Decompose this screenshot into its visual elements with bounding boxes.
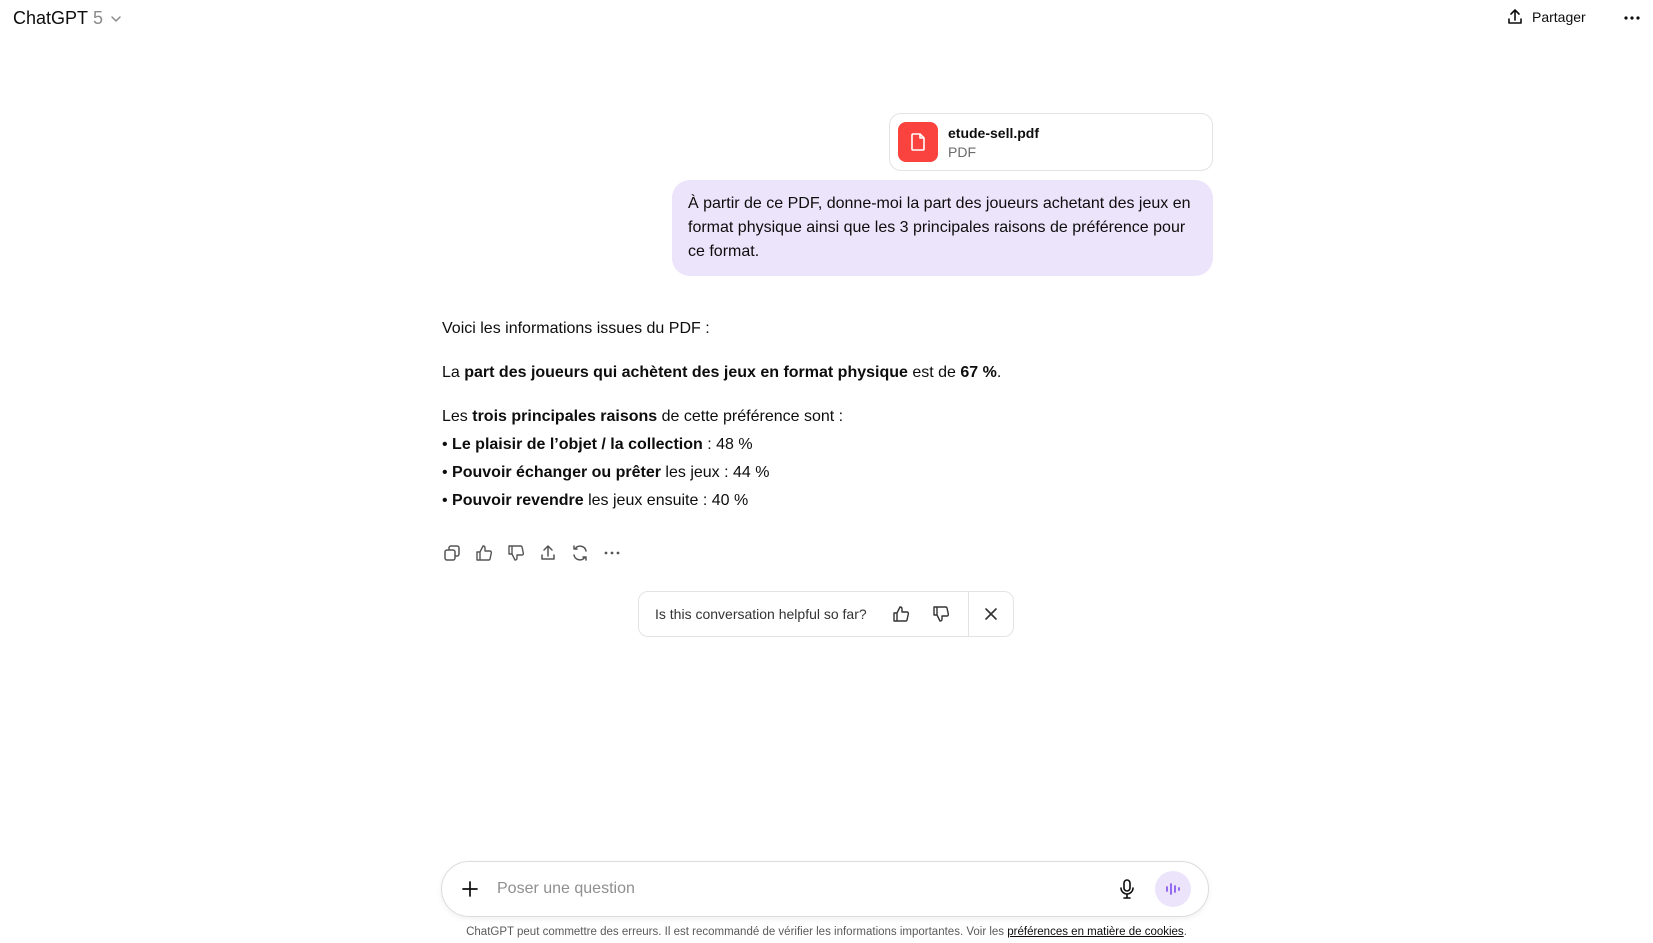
feedback-thumbs-down-button[interactable] xyxy=(921,592,961,636)
copy-icon xyxy=(443,544,461,562)
thumbs-up-icon xyxy=(892,605,910,623)
voice-waveform-icon xyxy=(1164,881,1182,897)
feedback-question: Is this conversation helpful so far? xyxy=(655,606,867,622)
attachment-filetype: PDF xyxy=(948,143,976,160)
voice-mode-button[interactable] xyxy=(1155,871,1191,907)
more-horizontal-icon xyxy=(1623,15,1641,21)
reasons-block xyxy=(442,403,1222,515)
thumbs-down-icon xyxy=(932,605,950,623)
copy-button[interactable] xyxy=(440,541,464,565)
attachment-card[interactable] xyxy=(889,113,1213,171)
dictation-button[interactable] xyxy=(1113,875,1141,903)
thumbs-up-button[interactable] xyxy=(472,541,496,565)
more-actions-button[interactable] xyxy=(600,541,624,565)
microphone-icon xyxy=(1119,879,1135,899)
document-icon xyxy=(898,122,938,162)
model-selector[interactable] xyxy=(13,8,122,29)
feedback-thumbs-up-button[interactable] xyxy=(881,592,921,636)
reasons-intro: Les trois principales raisons de cette préférence sont : xyxy=(442,408,844,425)
more-horizontal-icon xyxy=(604,551,620,555)
list-item: • Pouvoir échanger ou prêter les jeux : 44 % xyxy=(442,464,770,481)
thumbs-up-icon xyxy=(475,544,493,562)
share-icon xyxy=(1506,8,1524,26)
add-attachment-button[interactable] xyxy=(457,876,483,902)
assistant-message xyxy=(442,317,1222,515)
plus-icon xyxy=(462,881,478,897)
close-icon xyxy=(984,607,998,621)
chevron-down-icon xyxy=(110,13,122,25)
share-icon xyxy=(539,544,557,562)
thumbs-down-icon xyxy=(507,544,525,562)
assistant-share-line: La part des joueurs qui achètent des jeux en format physique est de 67 %. xyxy=(442,364,1002,381)
user-message: À partir de ce PDF, donne-moi la part des joueurs achetant des jeux en format physique ainsi que les 3 principales raisons de préférence pour ce format. xyxy=(672,180,1213,276)
model-name: ChatGPT xyxy=(13,8,89,28)
refresh-icon xyxy=(571,544,589,562)
model-version: 5 xyxy=(93,8,104,28)
share-label: Partager xyxy=(1532,9,1586,25)
prompt-input[interactable] xyxy=(497,880,1097,898)
cookie-preferences-link[interactable]: préférences en matière de cookies xyxy=(1007,926,1184,938)
feedback-close-button[interactable] xyxy=(969,592,1013,636)
message-actions xyxy=(440,541,624,565)
top-bar xyxy=(0,0,1653,38)
footer-disclaimer: ChatGPT peut commettre des erreurs. Il est recommandé de vérifier les informations importantes. Voir les préférences en matière de cookies. xyxy=(466,926,1187,938)
share-button[interactable] xyxy=(1506,8,1586,26)
share-message-button[interactable] xyxy=(536,541,560,565)
feedback-bar xyxy=(638,591,1014,637)
assistant-intro: Voici les informations issues du PDF : xyxy=(442,320,710,337)
attachment-filename: etude-sell.pdf xyxy=(948,124,1040,141)
more-options-button[interactable] xyxy=(1620,6,1644,30)
list-item: • Le plaisir de l’objet / la collection : 48 % xyxy=(442,436,753,453)
thumbs-down-button[interactable] xyxy=(504,541,528,565)
regenerate-button[interactable] xyxy=(568,541,592,565)
composer xyxy=(441,861,1209,917)
list-item: • Pouvoir revendre les jeux ensuite : 40 % xyxy=(442,492,749,509)
